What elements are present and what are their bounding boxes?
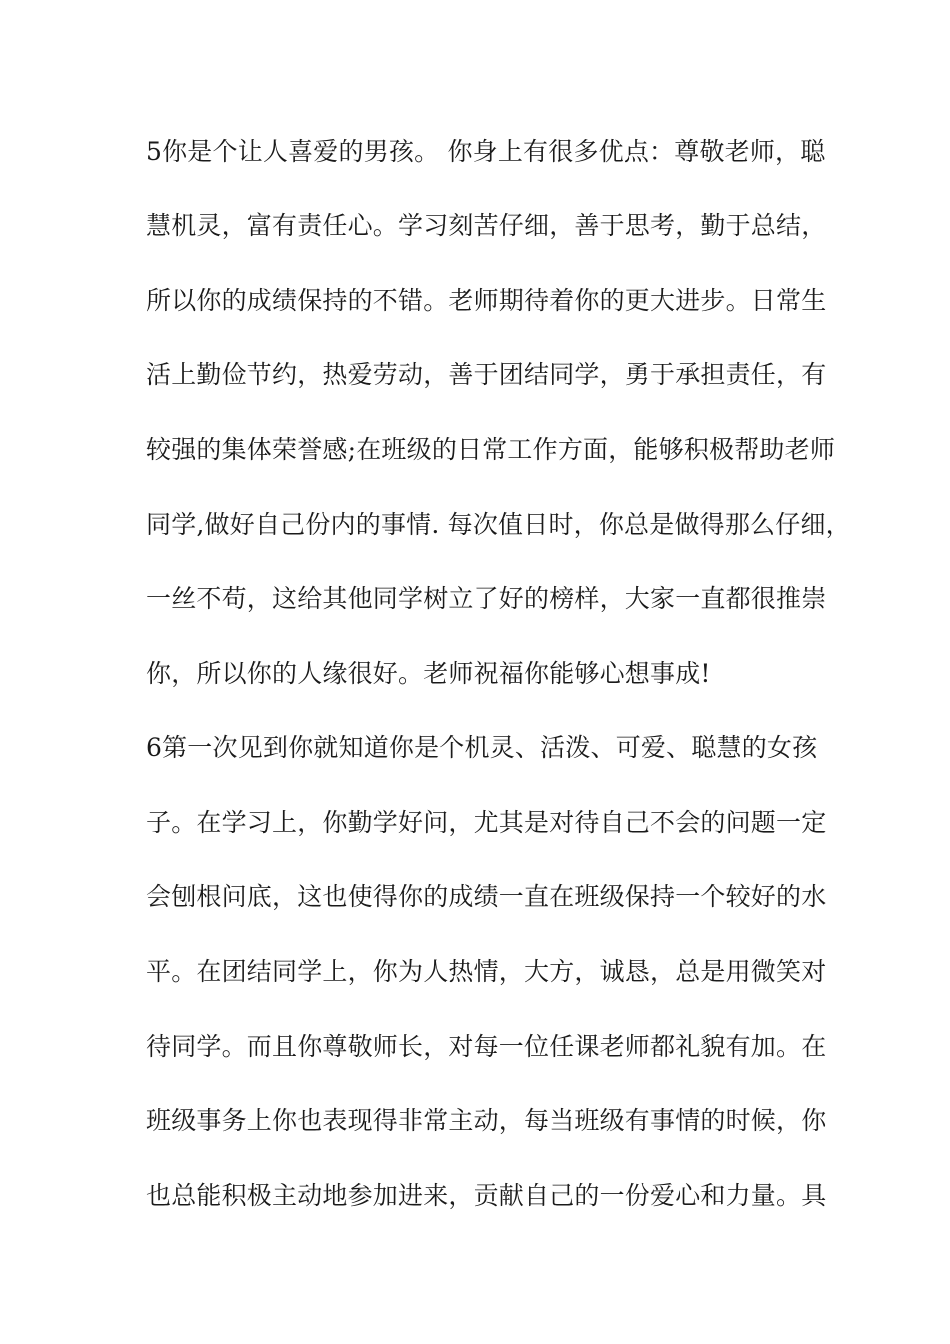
paragraph-6-line-4: 平。在团结同学上，你为人热情，大方，诚恳，总是用微笑对 [146,957,827,986]
paragraph-6-line-7: 也总能积极主动地参加进来，贡献自己的一份爱心和力量。具 [146,1181,827,1210]
paragraph-5-line-4: 活上勤俭节约，热爱劳动，善于团结同学，勇于承担责任，有 [146,360,827,389]
paragraph-5-line-6: 同学,做好自己份内的事情. 每次值日时，你总是做得那么仔细， [146,510,851,539]
paragraph-5-line-3: 所以你的成绩保持的不错。老师期待着你的更大进步。日常生 [146,286,827,315]
paragraph-5-line-8: 你，所以你的人缘很好。老师祝福你能够心想事成! [146,659,711,688]
paragraph-6-line-1: 6第一次见到你就知道你是个机灵、活泼、可爱、聪慧的女孩 [146,733,818,762]
paragraph-6-line-5: 待同学。而且你尊敬师长，对每一位任课老师都礼貌有加。在 [146,1032,827,1061]
paragraph-6-line-3: 会刨根问底，这也使得你的成绩一直在班级保持一个较好的水 [146,882,827,911]
paragraph-5-line-2: 慧机灵，富有责任心。学习刻苦仔细，善于思考，勤于总结， [146,211,827,240]
paragraph-6-line-6: 班级事务上你也表现得非常主动，每当班级有事情的时候，你 [146,1106,827,1135]
paragraph-5-line-5: 较强的集体荣誉感;在班级的日常工作方面，能够积极帮助老师 [146,435,836,464]
paragraph-5-line-7: 一丝不苟，这给其他同学树立了好的榜样，大家一直都很推崇 [146,584,827,613]
paragraph-5-line-1: 5你是个让人喜爱的男孩。 你身上有很多优点：尊敬老师，聪 [146,137,826,166]
paragraph-6-line-2: 子。在学习上，你勤学好问，尤其是对待自己不会的问题一定 [146,808,827,837]
